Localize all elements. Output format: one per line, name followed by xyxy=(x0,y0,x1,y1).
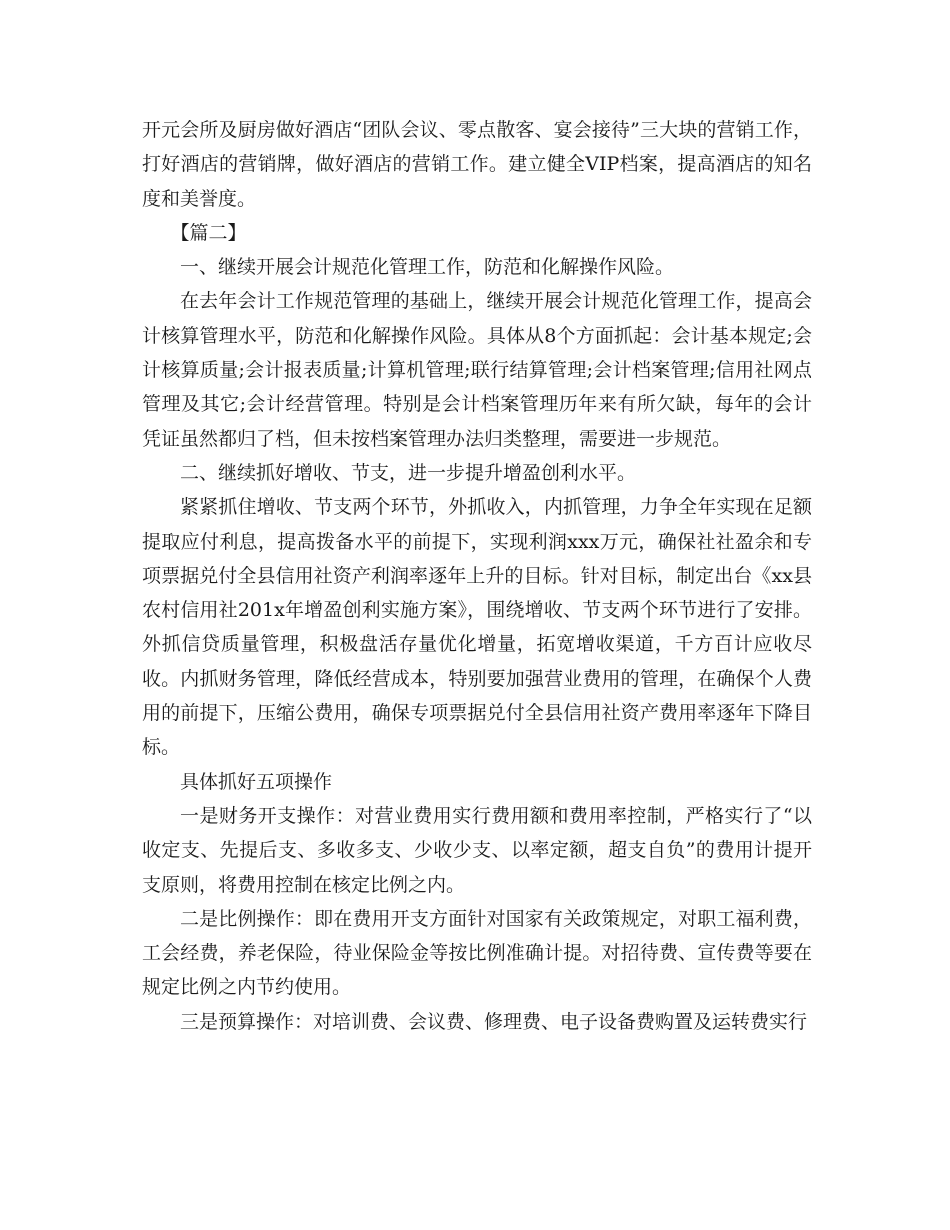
subheading-3: 具体抓好五项操作 xyxy=(180,770,333,793)
paragraph: 二是比例操作：即在费用开支方面针对国家有关政策规定，对职工福利费，工会经费，养老保险，待业保险金等按比例准确计提。对招待费、宣传费等要在规定比例之内节约使用。 xyxy=(142,907,812,999)
paragraph: 三是预算操作：对培训费、会议费、修理费、电子设备费购置及运转费实行 xyxy=(180,1010,808,1033)
paragraph: 一是财务开支操作：对营业费用实行费用额和费用率控制，严格实行了“以收定支、先提后支、多收多支、少收少支、以率定额，超支自负”的费用计提开支原则，将费用控制在核定比例之内。 xyxy=(142,804,812,896)
paragraph: 在去年会计工作规范管理的基础上，继续开展会计规范化管理工作，提高会计核算管理水平，防范和化解操作风险。具体从8个方面抓起：会计基本规定;会计核算质量;会计报表质量;计算机管理;联行结算管理;会计档案管理;信用社网点管理及其它;会计经营管理。特别是会计档案管理历年来有所欠缺，每年的会计凭证虽然都归了档，但未按档案管理办法归类整理，需要进一步规范。 xyxy=(142,290,812,450)
section-heading: 【篇二】 xyxy=(170,221,247,244)
subheading-2: 二、继续抓好增收、节支，进一步提升增盈创利水平。 xyxy=(180,461,637,484)
document-body xyxy=(142,113,812,1039)
paragraph: 紧紧抓住增收、节支两个环节，外抓收入，内抓管理，力争全年实现在足额提取应付利息，提高拨备水平的前提下，实现利润xxx万元，确保社社盈余和专项票据兑付全县信用社资产利润率逐年上升的目标。针对目标，制定出台《xx县农村信用社201x年增盈创利实施方案》，围绕增收、节支两个环节进行了安排。外抓信贷质量管理，积极盘活存量优化增量，拓宽增收渠道，千方百计应收尽收。内抓财务管理，降低经营成本，特别要加强营业费用的管理，在确保个人费用的前提下，压缩公费用，确保专项票据兑付全县信用社资产费用率逐年下降目标。 xyxy=(142,496,812,759)
subheading-1: 一、继续开展会计规范化管理工作，防范和化解操作风险。 xyxy=(180,256,675,279)
paragraph-continuation: 开元会所及厨房做好酒店“团队会议、零点散客、宴会接待”三大块的营销工作，打好酒店的营销牌，做好酒店的营销工作。建立健全VIP档案，提高酒店的知名度和美誉度。 xyxy=(142,119,812,210)
